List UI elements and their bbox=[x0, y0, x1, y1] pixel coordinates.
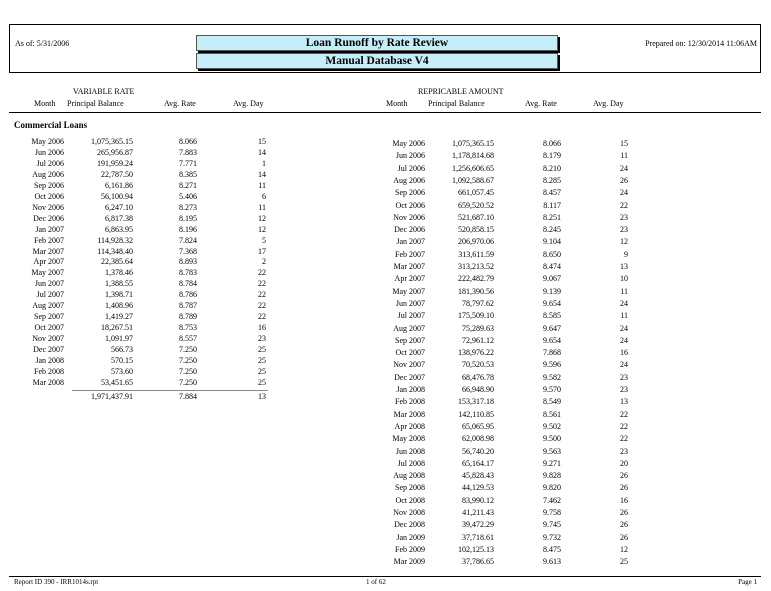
repricable-row-rate: 9.732 bbox=[543, 532, 561, 542]
repricable-row-balance: 83,990.12 bbox=[462, 495, 494, 505]
variable-row-rate: 7.883 bbox=[179, 147, 197, 157]
repricable-row-balance: 37,718.61 bbox=[462, 532, 494, 542]
repricable-row-rate: 8.457 bbox=[543, 188, 561, 198]
variable-row-day: 2 bbox=[262, 257, 266, 267]
repricable-row-month: Dec 2007 bbox=[394, 372, 425, 382]
repricable-row-month: Apr 2007 bbox=[394, 274, 425, 284]
variable-row-balance: 1,378.46 bbox=[105, 268, 133, 278]
repricable-row-rate: 8.251 bbox=[543, 212, 561, 222]
variable-row-balance: 114,348.40 bbox=[97, 246, 133, 256]
repricable-row-day: 10 bbox=[620, 274, 628, 284]
repricable-row-day: 20 bbox=[620, 458, 628, 468]
repricable-row-rate: 9.654 bbox=[543, 335, 561, 345]
variable-row-month: Jul 2007 bbox=[36, 290, 64, 300]
section-label: Commercial Loans bbox=[14, 120, 88, 130]
variable-col-rate: Avg. Rate bbox=[164, 99, 196, 108]
report-title: Loan Runoff by Rate Review bbox=[196, 35, 558, 51]
variable-row-day: 12 bbox=[258, 224, 266, 234]
variable-row-day: 6 bbox=[262, 191, 266, 201]
repricable-row-month: Nov 2007 bbox=[393, 360, 425, 370]
variable-row-balance: 22,385.64 bbox=[101, 257, 133, 267]
repricable-row-day: 23 bbox=[620, 372, 628, 382]
repricable-row-month: Dec 2006 bbox=[394, 225, 425, 235]
variable-row-day: 22 bbox=[258, 279, 266, 289]
repricable-row-month: Mar 2007 bbox=[393, 262, 425, 271]
variable-total-balance: 1,971,437.91 bbox=[91, 391, 133, 401]
variable-row-rate: 8.066 bbox=[179, 137, 197, 146]
repricable-row-balance: 45,828.43 bbox=[462, 471, 494, 481]
variable-row-balance: 22,787.50 bbox=[101, 169, 133, 179]
variable-row-day: 22 bbox=[258, 268, 266, 278]
repricable-row-rate: 9.271 bbox=[543, 458, 561, 468]
repricable-row-rate: 9.067 bbox=[543, 274, 561, 284]
variable-row-rate: 7.250 bbox=[179, 356, 197, 365]
repricable-row-rate: 8.285 bbox=[543, 175, 561, 185]
variable-row-rate: 8.753 bbox=[179, 323, 197, 333]
footer-report-id: Report ID 390 - IRR1014s.rpt bbox=[14, 578, 99, 586]
repricable-row-rate: 9.139 bbox=[543, 286, 561, 296]
repricable-row-day: 23 bbox=[620, 225, 628, 235]
variable-row-balance: 265,956.87 bbox=[97, 147, 133, 157]
repricable-row-rate: 9.500 bbox=[543, 434, 561, 444]
variable-row-month: Feb 2007 bbox=[34, 235, 64, 245]
variable-row-rate: 7.250 bbox=[179, 345, 197, 355]
repricable-row-day: 23 bbox=[620, 212, 628, 222]
repricable-row-balance: 1,256,606.65 bbox=[452, 163, 494, 173]
repricable-col-month: Month bbox=[386, 99, 408, 108]
repricable-row-rate: 8.650 bbox=[543, 249, 561, 259]
repricable-row-balance: 222,482.79 bbox=[458, 274, 494, 284]
repricable-row-month: May 2006 bbox=[392, 139, 425, 148]
variable-row-balance: 6,247.10 bbox=[105, 202, 133, 212]
variable-row-day: 17 bbox=[258, 246, 266, 256]
variable-row-rate: 5.406 bbox=[179, 191, 197, 201]
variable-row-day: 16 bbox=[258, 323, 266, 333]
variable-row-balance: 1,075,365.15 bbox=[91, 137, 133, 146]
repricable-row-month: Aug 2008 bbox=[393, 471, 425, 481]
repricable-row-month: Jan 2009 bbox=[396, 532, 425, 542]
variable-row-month: Jan 2007 bbox=[35, 224, 64, 234]
repricable-row-rate: 9.502 bbox=[543, 421, 561, 431]
repricable-row-balance: 78,797.62 bbox=[462, 298, 494, 308]
variable-row-rate: 7.824 bbox=[179, 235, 197, 245]
repricable-row-rate: 9.820 bbox=[543, 483, 561, 493]
repricable-row-balance: 153,317.18 bbox=[458, 397, 494, 407]
variable-row-month: Apr 2007 bbox=[33, 257, 64, 267]
variable-row-day: 14 bbox=[258, 147, 266, 157]
variable-row-day: 25 bbox=[258, 356, 266, 365]
repricable-row-day: 24 bbox=[620, 335, 628, 345]
variable-row-month: Nov 2006 bbox=[32, 202, 64, 212]
variable-row-balance: 6,161.86 bbox=[105, 180, 133, 190]
repricable-row-month: Jul 2006 bbox=[397, 163, 425, 173]
variable-row-month: Jun 2006 bbox=[34, 147, 64, 157]
variable-row-day: 11 bbox=[258, 180, 266, 190]
repricable-row-month: Dec 2008 bbox=[394, 520, 425, 530]
variable-row-month: May 2007 bbox=[31, 268, 64, 278]
repricable-row-rate: 8.245 bbox=[543, 225, 561, 235]
variable-total-day: 13 bbox=[258, 391, 266, 401]
repricable-row-rate: 9.647 bbox=[543, 323, 561, 333]
variable-col-month: Month bbox=[34, 99, 56, 108]
variable-total-rate: 7.884 bbox=[179, 391, 197, 401]
variable-row-day: 15 bbox=[258, 137, 266, 146]
repricable-row-day: 25 bbox=[620, 557, 628, 567]
variable-row-month: Aug 2006 bbox=[32, 169, 64, 179]
repricable-row-balance: 44,129.53 bbox=[462, 483, 494, 493]
variable-row-balance: 573.60 bbox=[111, 366, 133, 376]
variable-row-month: May 2006 bbox=[31, 137, 64, 146]
repricable-row-rate: 8.475 bbox=[543, 544, 561, 554]
repricable-row-rate: 8.549 bbox=[543, 397, 561, 407]
variable-row-rate: 8.271 bbox=[179, 180, 197, 190]
repricable-row-day: 13 bbox=[620, 397, 628, 407]
repricable-row-month: Mar 2009 bbox=[393, 557, 425, 567]
repricable-row-balance: 659,520.52 bbox=[458, 200, 494, 210]
repricable-row-day: 24 bbox=[620, 298, 628, 308]
variable-row-balance: 18,267.51 bbox=[101, 323, 133, 333]
repricable-row-month: Apr 2008 bbox=[394, 421, 425, 431]
variable-row-month: Jul 2006 bbox=[36, 158, 64, 168]
footer-rule bbox=[9, 576, 761, 577]
repricable-row-month: May 2007 bbox=[392, 286, 425, 296]
variable-row-rate: 8.786 bbox=[179, 290, 197, 300]
repricable-row-month: Jan 2007 bbox=[396, 237, 425, 247]
variable-row-balance: 1,398.71 bbox=[105, 290, 133, 300]
repricable-row-balance: 102,125.13 bbox=[458, 544, 494, 554]
variable-row-rate: 8.783 bbox=[179, 268, 197, 278]
repricable-row-rate: 8.210 bbox=[543, 163, 561, 173]
repricable-row-day: 12 bbox=[620, 544, 628, 554]
variable-row-month: Dec 2006 bbox=[33, 213, 64, 223]
repricable-row-rate: 8.474 bbox=[543, 262, 561, 271]
repricable-row-balance: 1,075,365.15 bbox=[452, 139, 494, 148]
repricable-row-balance: 175,509.10 bbox=[458, 311, 494, 321]
repricable-row-day: 24 bbox=[620, 188, 628, 198]
repricable-row-month: Sep 2008 bbox=[395, 483, 425, 493]
variable-row-month: Oct 2006 bbox=[34, 191, 64, 201]
repricable-row-day: 26 bbox=[620, 471, 628, 481]
variable-row-day: 25 bbox=[258, 345, 266, 355]
footer-page-count: 1 of 62 bbox=[366, 578, 386, 586]
repricable-row-balance: 181,390.56 bbox=[458, 286, 494, 296]
repricable-row-balance: 37,786.65 bbox=[462, 557, 494, 567]
variable-row-month: Jun 2007 bbox=[34, 279, 64, 289]
repricable-row-day: 9 bbox=[624, 249, 628, 259]
variable-row-month: Feb 2008 bbox=[34, 366, 64, 376]
variable-row-month: Sep 2006 bbox=[34, 180, 64, 190]
repricable-row-day: 16 bbox=[620, 348, 628, 358]
variable-row-day: 23 bbox=[258, 334, 266, 344]
repricable-row-rate: 7.462 bbox=[543, 495, 561, 505]
variable-row-balance: 566.73 bbox=[111, 345, 133, 355]
repricable-row-balance: 72,961.12 bbox=[462, 335, 494, 345]
repricable-row-balance: 68,476.78 bbox=[462, 372, 494, 382]
variable-row-balance: 6,863.95 bbox=[105, 224, 133, 234]
variable-total-rule bbox=[72, 390, 268, 391]
repricable-row-month: Nov 2008 bbox=[393, 508, 425, 517]
repricable-col-day: Avg. Day bbox=[593, 99, 624, 108]
repricable-row-rate: 8.585 bbox=[543, 311, 561, 321]
repricable-row-rate: 7.868 bbox=[543, 348, 561, 358]
repricable-row-month: Jul 2007 bbox=[397, 311, 425, 321]
variable-row-day: 1 bbox=[262, 158, 266, 168]
variable-row-month: Mar 2007 bbox=[32, 246, 64, 256]
repricable-row-day: 15 bbox=[620, 139, 628, 148]
repricable-row-balance: 520,858.15 bbox=[458, 225, 494, 235]
variable-row-rate: 7.250 bbox=[179, 366, 197, 376]
variable-row-rate: 8.557 bbox=[179, 334, 197, 344]
repricable-row-balance: 70,520.53 bbox=[462, 360, 494, 370]
variable-row-rate: 8.789 bbox=[179, 312, 197, 322]
as-of-date: As of: 5/31/2006 bbox=[15, 39, 70, 48]
repricable-row-rate: 9.613 bbox=[543, 557, 561, 567]
repricable-row-day: 22 bbox=[620, 409, 628, 419]
repricable-row-rate: 8.066 bbox=[543, 139, 561, 148]
variable-row-rate: 7.250 bbox=[179, 377, 197, 387]
repricable-row-month: Mar 2008 bbox=[393, 409, 425, 419]
repricable-row-rate: 9.654 bbox=[543, 298, 561, 308]
variable-row-day: 22 bbox=[258, 301, 266, 311]
variable-row-balance: 53,451.65 bbox=[101, 377, 133, 387]
variable-row-day: 5 bbox=[262, 235, 266, 245]
heading-rule bbox=[9, 112, 761, 113]
repricable-row-rate: 9.104 bbox=[543, 237, 561, 247]
repricable-row-month: Sep 2006 bbox=[395, 188, 425, 198]
repricable-row-balance: 66,948.90 bbox=[462, 385, 494, 394]
variable-row-day: 11 bbox=[258, 202, 266, 212]
repricable-row-month: Aug 2006 bbox=[393, 175, 425, 185]
repricable-row-day: 11 bbox=[620, 151, 628, 161]
repricable-row-balance: 206,970.06 bbox=[458, 237, 494, 247]
variable-row-balance: 6,817.38 bbox=[105, 213, 133, 223]
repricable-row-day: 24 bbox=[620, 163, 628, 173]
repricable-row-month: Feb 2009 bbox=[395, 544, 425, 554]
repricable-row-rate: 9.745 bbox=[543, 520, 561, 530]
repricable-row-month: Nov 2006 bbox=[393, 212, 425, 222]
variable-row-balance: 1,388.55 bbox=[105, 279, 133, 289]
repricable-row-day: 26 bbox=[620, 508, 628, 517]
repricable-row-day: 16 bbox=[620, 495, 628, 505]
repricable-row-day: 22 bbox=[620, 434, 628, 444]
repricable-row-rate: 8.179 bbox=[543, 151, 561, 161]
repricable-row-balance: 138,976.22 bbox=[458, 348, 494, 358]
repricable-row-rate: 8.117 bbox=[543, 200, 561, 210]
repricable-row-balance: 75,289.63 bbox=[462, 323, 494, 333]
variable-row-rate: 8.385 bbox=[179, 169, 197, 179]
repricable-row-rate: 9.570 bbox=[543, 385, 561, 394]
variable-col-day: Avg. Day bbox=[233, 99, 264, 108]
repricable-row-month: Jan 2008 bbox=[396, 385, 425, 394]
repricable-row-day: 26 bbox=[620, 175, 628, 185]
repricable-row-balance: 1,178,814.68 bbox=[452, 151, 494, 161]
repricable-row-day: 12 bbox=[620, 237, 628, 247]
variable-row-month: Mar 2008 bbox=[32, 377, 64, 387]
repricable-row-month: Oct 2008 bbox=[395, 495, 425, 505]
variable-row-rate: 8.787 bbox=[179, 301, 197, 311]
repricable-row-rate: 9.596 bbox=[543, 360, 561, 370]
repricable-row-balance: 521,687.10 bbox=[458, 212, 494, 222]
repricable-row-balance: 62,008.98 bbox=[462, 434, 494, 444]
repricable-row-month: Jun 2007 bbox=[395, 298, 425, 308]
repricable-row-balance: 39,472.29 bbox=[462, 520, 494, 530]
repricable-row-balance: 65,065.95 bbox=[462, 421, 494, 431]
repricable-row-day: 26 bbox=[620, 520, 628, 530]
repricable-row-rate: 9.758 bbox=[543, 508, 561, 517]
variable-row-rate: 7.368 bbox=[179, 246, 197, 256]
repricable-heading: REPRICABLE AMOUNT bbox=[418, 87, 504, 96]
prepared-on: Prepared on: 12/30/2014 11:06AM bbox=[645, 39, 757, 48]
repricable-row-day: 11 bbox=[620, 311, 628, 321]
repricable-col-rate: Avg. Rate bbox=[525, 99, 557, 108]
repricable-row-day: 24 bbox=[620, 323, 628, 333]
variable-row-rate: 8.195 bbox=[179, 213, 197, 223]
repricable-row-day: 11 bbox=[620, 286, 628, 296]
variable-row-balance: 1,419.27 bbox=[105, 312, 133, 322]
repricable-row-rate: 8.561 bbox=[543, 409, 561, 419]
variable-row-month: Jan 2008 bbox=[35, 356, 64, 365]
variable-row-balance: 1,408.96 bbox=[105, 301, 133, 311]
repricable-row-day: 13 bbox=[620, 262, 628, 271]
variable-row-month: Oct 2007 bbox=[34, 323, 64, 333]
variable-row-day: 25 bbox=[258, 366, 266, 376]
repricable-row-day: 23 bbox=[620, 446, 628, 456]
variable-row-balance: 191,959.24 bbox=[97, 158, 133, 168]
repricable-row-day: 22 bbox=[620, 421, 628, 431]
variable-row-balance: 1,091.97 bbox=[105, 334, 133, 344]
variable-row-month: Aug 2007 bbox=[32, 301, 64, 311]
repricable-row-balance: 142,110.85 bbox=[458, 409, 494, 419]
repricable-row-balance: 41,211.43 bbox=[462, 508, 494, 517]
variable-row-day: 12 bbox=[258, 213, 266, 223]
repricable-row-balance: 661,057.45 bbox=[458, 188, 494, 198]
variable-row-month: Dec 2007 bbox=[33, 345, 64, 355]
repricable-row-month: May 2008 bbox=[392, 434, 425, 444]
repricable-row-day: 23 bbox=[620, 385, 628, 394]
repricable-row-rate: 9.582 bbox=[543, 372, 561, 382]
repricable-row-balance: 1,092,588.67 bbox=[452, 175, 494, 185]
variable-rate-heading: VARIABLE RATE bbox=[73, 87, 135, 96]
repricable-row-month: Jun 2006 bbox=[395, 151, 425, 161]
report-subtitle: Manual Database V4 bbox=[196, 53, 558, 69]
variable-row-balance: 114,928.32 bbox=[97, 235, 133, 245]
repricable-row-day: 26 bbox=[620, 483, 628, 493]
repricable-row-month: Jun 2008 bbox=[395, 446, 425, 456]
variable-row-month: Nov 2007 bbox=[32, 334, 64, 344]
repricable-row-rate: 9.828 bbox=[543, 471, 561, 481]
variable-col-balance: Principal Balance bbox=[67, 99, 124, 108]
variable-row-day: 22 bbox=[258, 290, 266, 300]
variable-row-balance: 570.15 bbox=[111, 356, 133, 365]
variable-row-day: 22 bbox=[258, 312, 266, 322]
variable-row-balance: 56,100.94 bbox=[101, 191, 133, 201]
repricable-row-month: Aug 2007 bbox=[393, 323, 425, 333]
variable-row-month: Sep 2007 bbox=[34, 312, 64, 322]
variable-row-rate: 8.893 bbox=[179, 257, 197, 267]
repricable-row-month: Feb 2008 bbox=[395, 397, 425, 407]
variable-row-rate: 8.273 bbox=[179, 202, 197, 212]
repricable-col-balance: Principal Balance bbox=[428, 99, 485, 108]
repricable-row-day: 24 bbox=[620, 360, 628, 370]
variable-row-rate: 7.771 bbox=[179, 158, 197, 168]
repricable-row-month: Jul 2008 bbox=[397, 458, 425, 468]
footer-page: Page 1 bbox=[738, 578, 757, 586]
repricable-row-day: 26 bbox=[620, 532, 628, 542]
repricable-row-month: Oct 2006 bbox=[395, 200, 425, 210]
repricable-row-day: 22 bbox=[620, 200, 628, 210]
repricable-row-balance: 313,611.59 bbox=[458, 249, 494, 259]
repricable-row-balance: 313,213.52 bbox=[458, 262, 494, 271]
repricable-row-month: Sep 2007 bbox=[395, 335, 425, 345]
repricable-row-rate: 9.563 bbox=[543, 446, 561, 456]
variable-row-day: 25 bbox=[258, 377, 266, 387]
repricable-row-month: Feb 2007 bbox=[395, 249, 425, 259]
variable-row-rate: 8.784 bbox=[179, 279, 197, 289]
repricable-row-balance: 56,740.20 bbox=[462, 446, 494, 456]
repricable-row-balance: 65,164.17 bbox=[462, 458, 494, 468]
variable-row-rate: 8.196 bbox=[179, 224, 197, 234]
variable-row-day: 14 bbox=[258, 169, 266, 179]
repricable-row-month: Oct 2007 bbox=[395, 348, 425, 358]
